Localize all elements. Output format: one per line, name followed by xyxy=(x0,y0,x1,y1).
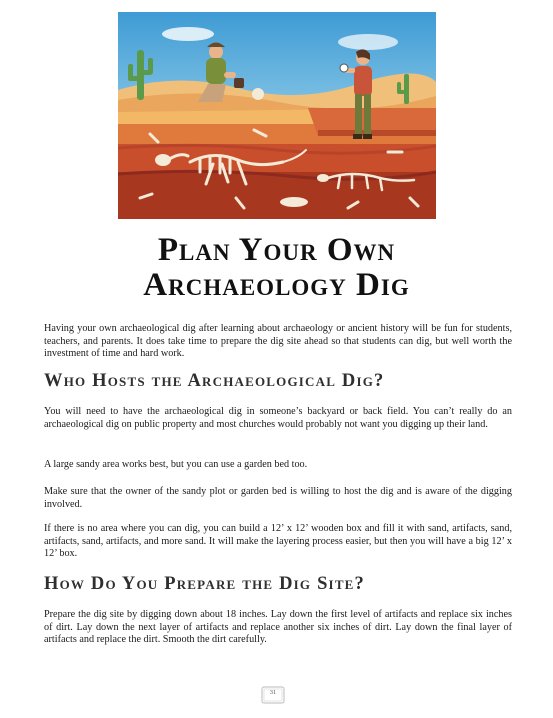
page-number-badge xyxy=(261,686,285,704)
page-title-line1: Plan Your Own xyxy=(157,232,396,268)
paragraph: A large sandy area works best, but you can use a garden bed too. xyxy=(44,459,308,470)
page-number: 31 xyxy=(269,689,277,696)
section-heading-hosts: Who Hosts the Archaeological Dig? xyxy=(44,371,385,391)
hero-illustration xyxy=(118,12,436,219)
paragraph: If there is no area where you can dig, you can build a 12’ x 12’ wooden box and fill it with sand, artifacts, sand, artifacts, sand, artifacts, and more sand. It will make the layering process easier, but then you will have a big 12’ x 12’ box. xyxy=(44,523,512,560)
paragraph: You will need to have the archaeological dig in someone’s backyard or back field. You can’t really do an archaeological dig on public property and most churches would probably not want you digging up their land. xyxy=(44,406,512,430)
page-title-line2: Archaeology Dig xyxy=(143,267,410,303)
intro-paragraph: Having your own archaeological dig after learning about archaeology or ancient history will be fun for students, teachers, and parents. It does take time to prepare the dig site ahead so that students can dig, but well worth the investment of time and hard work. xyxy=(44,323,512,360)
paragraph: Prepare the dig site by digging down about 18 inches. Lay down the first level of artifacts and replace six inches of dirt. Lay down the next layer of artifacts and replace another six inches of dirt. Lay down the final layer of artifacts and replace the dirt. Smooth the dirt carefully. xyxy=(44,609,512,646)
section-heading-prepare: How Do You Prepare the Dig Site? xyxy=(44,574,366,594)
skull-icon xyxy=(280,197,308,207)
paragraph: Make sure that the owner of the sandy plot or garden bed is willing to host the dig and is aware of the digging involved. xyxy=(44,486,512,510)
